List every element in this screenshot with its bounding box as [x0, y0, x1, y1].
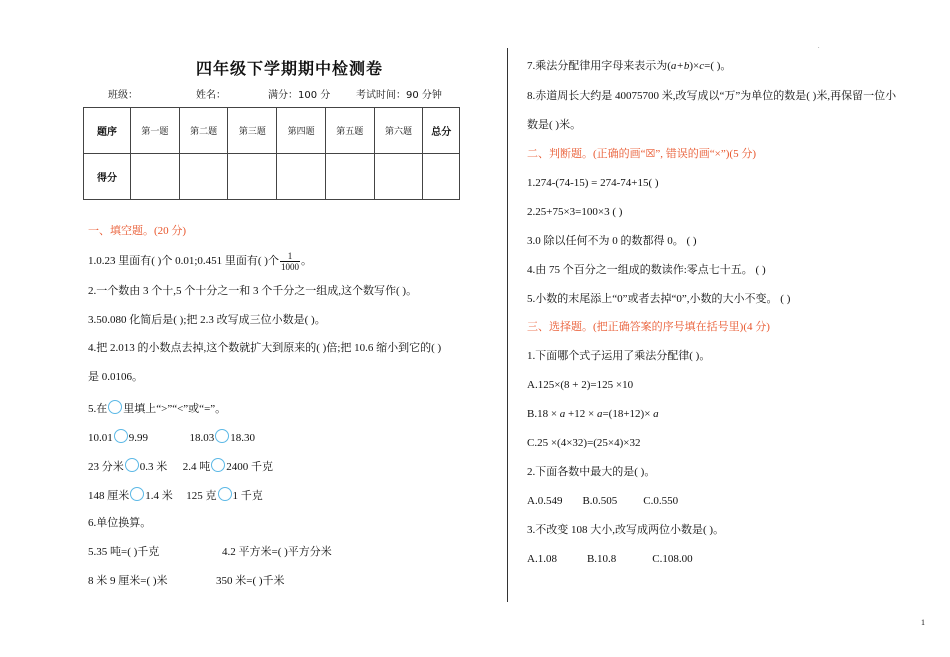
page-title: 四年级下学期期中检测卷 [196, 59, 384, 78]
compare-circle-blank[interactable] [114, 429, 128, 443]
compare-row-2 [88, 458, 273, 474]
section-true-false: 二、判断题。(正确的画“☒”, 错误的画“×”)(5 分) [527, 148, 756, 160]
question-8-line-1: 8.赤道周长大约是 40075700 米,改写成以“万”为单位的数是( )米,再保留一位小 [527, 90, 897, 102]
question-8-line-2: 数是( )米。 [527, 119, 582, 131]
name-label: 姓名： [196, 90, 226, 101]
compare-right: 0.3 米 [139, 461, 168, 473]
score-table [83, 107, 460, 200]
header-cell: 第一题 [131, 108, 180, 154]
score-cell[interactable] [423, 154, 460, 200]
class-label: 班级： [108, 90, 138, 101]
fraction [280, 251, 300, 272]
header-cell: 题序 [84, 108, 131, 154]
question-5-text-a: 5.在 [88, 403, 108, 415]
unit-conversion-1: 5.35 吨=( )千克 [88, 546, 160, 558]
score-cell[interactable] [325, 154, 374, 200]
compare-left: 18.03 [189, 432, 215, 444]
question-7 [527, 59, 731, 73]
choice-2-option-b: B.0.505 [582, 495, 618, 507]
choice-question-3: 3.不改变 108 大小,改写成两位小数是( )。 [527, 524, 725, 536]
unit-conversion-4: 350 米=( )千米 [216, 575, 285, 587]
choice-3-option-b: B.10.8 [586, 553, 617, 565]
compare-circle-blank[interactable] [215, 429, 229, 443]
choice-1-option-a: A.125×(8 + 2)=125 ×10 [527, 379, 634, 391]
choice-question-1: 1.下面哪个式子运用了乘法分配律( )。 [527, 350, 711, 362]
exam-time-label: 考试时间：90 分钟 [356, 90, 442, 101]
compare-right: 9.99 [128, 432, 148, 444]
question-4-line-2: 是 0.0106。 [88, 371, 143, 383]
question-1-text: 1.0.23 里面有( )个 0.01;0.451 里面有( )个 [88, 255, 279, 268]
choice-2-options [527, 494, 678, 508]
choice-3-options [527, 552, 693, 566]
full-score-label: 满分：100 分 [268, 90, 331, 101]
section-multiple-choice: 三、选择题。(把正确答案的序号填在括号里)(4 分) [527, 321, 770, 333]
column-divider [507, 48, 508, 602]
exam-info [108, 86, 478, 100]
question-4-line-1: 4.把 2.013 的小数点去掉,这个数就扩大到原来的( )倍;把 10.6 缩小到它的( ) [88, 342, 442, 354]
choice-1-option-b [527, 407, 659, 421]
fraction-numerator: 1 [280, 251, 300, 262]
compare-left: 2.4 吨 [182, 461, 211, 473]
compare-circle-blank[interactable] [218, 487, 232, 501]
judge-3: 3.0 除以任何不为 0 的数都得 0。 ( ) [527, 235, 697, 247]
score-cell[interactable] [179, 154, 228, 200]
score-cell[interactable] [228, 154, 277, 200]
opt-b-part: B.18 × [527, 408, 560, 420]
compare-row-3 [88, 487, 263, 503]
score-table-score-row [84, 154, 460, 200]
unit-conversion-3: 8 米 9 厘米=( )米 [88, 575, 168, 587]
opt-b-part: +12 × [565, 408, 597, 420]
corner-mark: . [818, 44, 820, 50]
choice-3-option-c: C.108.00 [652, 553, 693, 565]
header-cell: 第六题 [374, 108, 423, 154]
question-1-end: 。 [300, 255, 312, 268]
compare-left: 10.01 [88, 432, 113, 444]
q7-text: 7.乘法分配律用字母来表示为( [527, 60, 671, 72]
page-number: 1 [921, 618, 925, 627]
score-cell[interactable] [131, 154, 180, 200]
choice-2-option-a: A.0.549 [527, 495, 563, 507]
compare-left: 148 厘米 [88, 490, 130, 502]
q7-end: =( )。 [704, 60, 732, 72]
opt-b-part: =(18+12)× [602, 408, 654, 420]
opt-b-var: a [653, 408, 659, 420]
header-cell: 第二题 [179, 108, 228, 154]
q7-var-c: c [699, 60, 705, 72]
compare-row-1 [88, 429, 255, 445]
choice-question-2: 2.下面各数中最大的是( )。 [527, 466, 656, 478]
compare-circle-blank[interactable] [125, 458, 139, 472]
compare-left: 125 克 [186, 490, 217, 502]
choice-2-option-c: C.0.550 [643, 495, 679, 507]
choice-3-option-a: A.1.08 [527, 553, 557, 565]
question-5-text-b: 里填上“>”“<”或“=”。 [123, 403, 227, 415]
q7-var-ab: a+b [670, 60, 690, 72]
score-cell[interactable] [374, 154, 423, 200]
compare-circle-icon [108, 400, 122, 414]
opt-b-var: a [596, 408, 603, 420]
compare-right: 1 千克 [232, 490, 263, 502]
header-cell: 第四题 [277, 108, 326, 154]
score-row-label: 得分 [84, 154, 131, 200]
compare-right: 18.30 [230, 432, 255, 444]
section-fill-blank: 一、填空题。(20 分) [88, 225, 187, 237]
compare-circle-blank[interactable] [130, 487, 144, 501]
choice-1-option-c: C.25 ×(4×32)=(25×4)×32 [527, 437, 641, 449]
score-cell[interactable] [277, 154, 326, 200]
question-2: 2.一个数由 3 个十,5 个十分之一和 3 个千分之一组成,这个数写作( )。 [88, 285, 418, 297]
header-cell: 第三题 [228, 108, 277, 154]
judge-5: 5.小数的末尾添上“0”或者去掉“0”,小数的大小不变。 ( ) [527, 293, 791, 305]
header-cell: 第五题 [325, 108, 374, 154]
judge-1: 1.274-(74-15) = 274-74+15( ) [527, 177, 659, 189]
question-3: 3.50.080 化简后是( );把 2.3 改写成三位小数是( )。 [88, 314, 326, 326]
opt-b-var: a [559, 408, 566, 420]
unit-conversion-2: 4.2 平方米=( )平方分米 [222, 546, 332, 558]
question-5 [88, 400, 226, 416]
compare-left: 23 分米 [88, 461, 124, 473]
q7-times: )× [689, 60, 700, 72]
question-1 [88, 251, 312, 272]
header-cell: 总分 [423, 108, 460, 154]
compare-right: 2400 千克 [226, 461, 273, 473]
judge-4: 4.由 75 个百分之一组成的数读作:零点七十五。 ( ) [527, 264, 766, 276]
compare-right: 1.4 米 [145, 490, 173, 502]
question-6: 6.单位换算。 [88, 517, 152, 529]
fraction-denominator: 1000 [280, 262, 299, 272]
judge-2: 2.25+75×3=100×3 ( ) [527, 206, 623, 218]
score-table-header-row [84, 108, 460, 154]
compare-circle-blank[interactable] [211, 458, 225, 472]
